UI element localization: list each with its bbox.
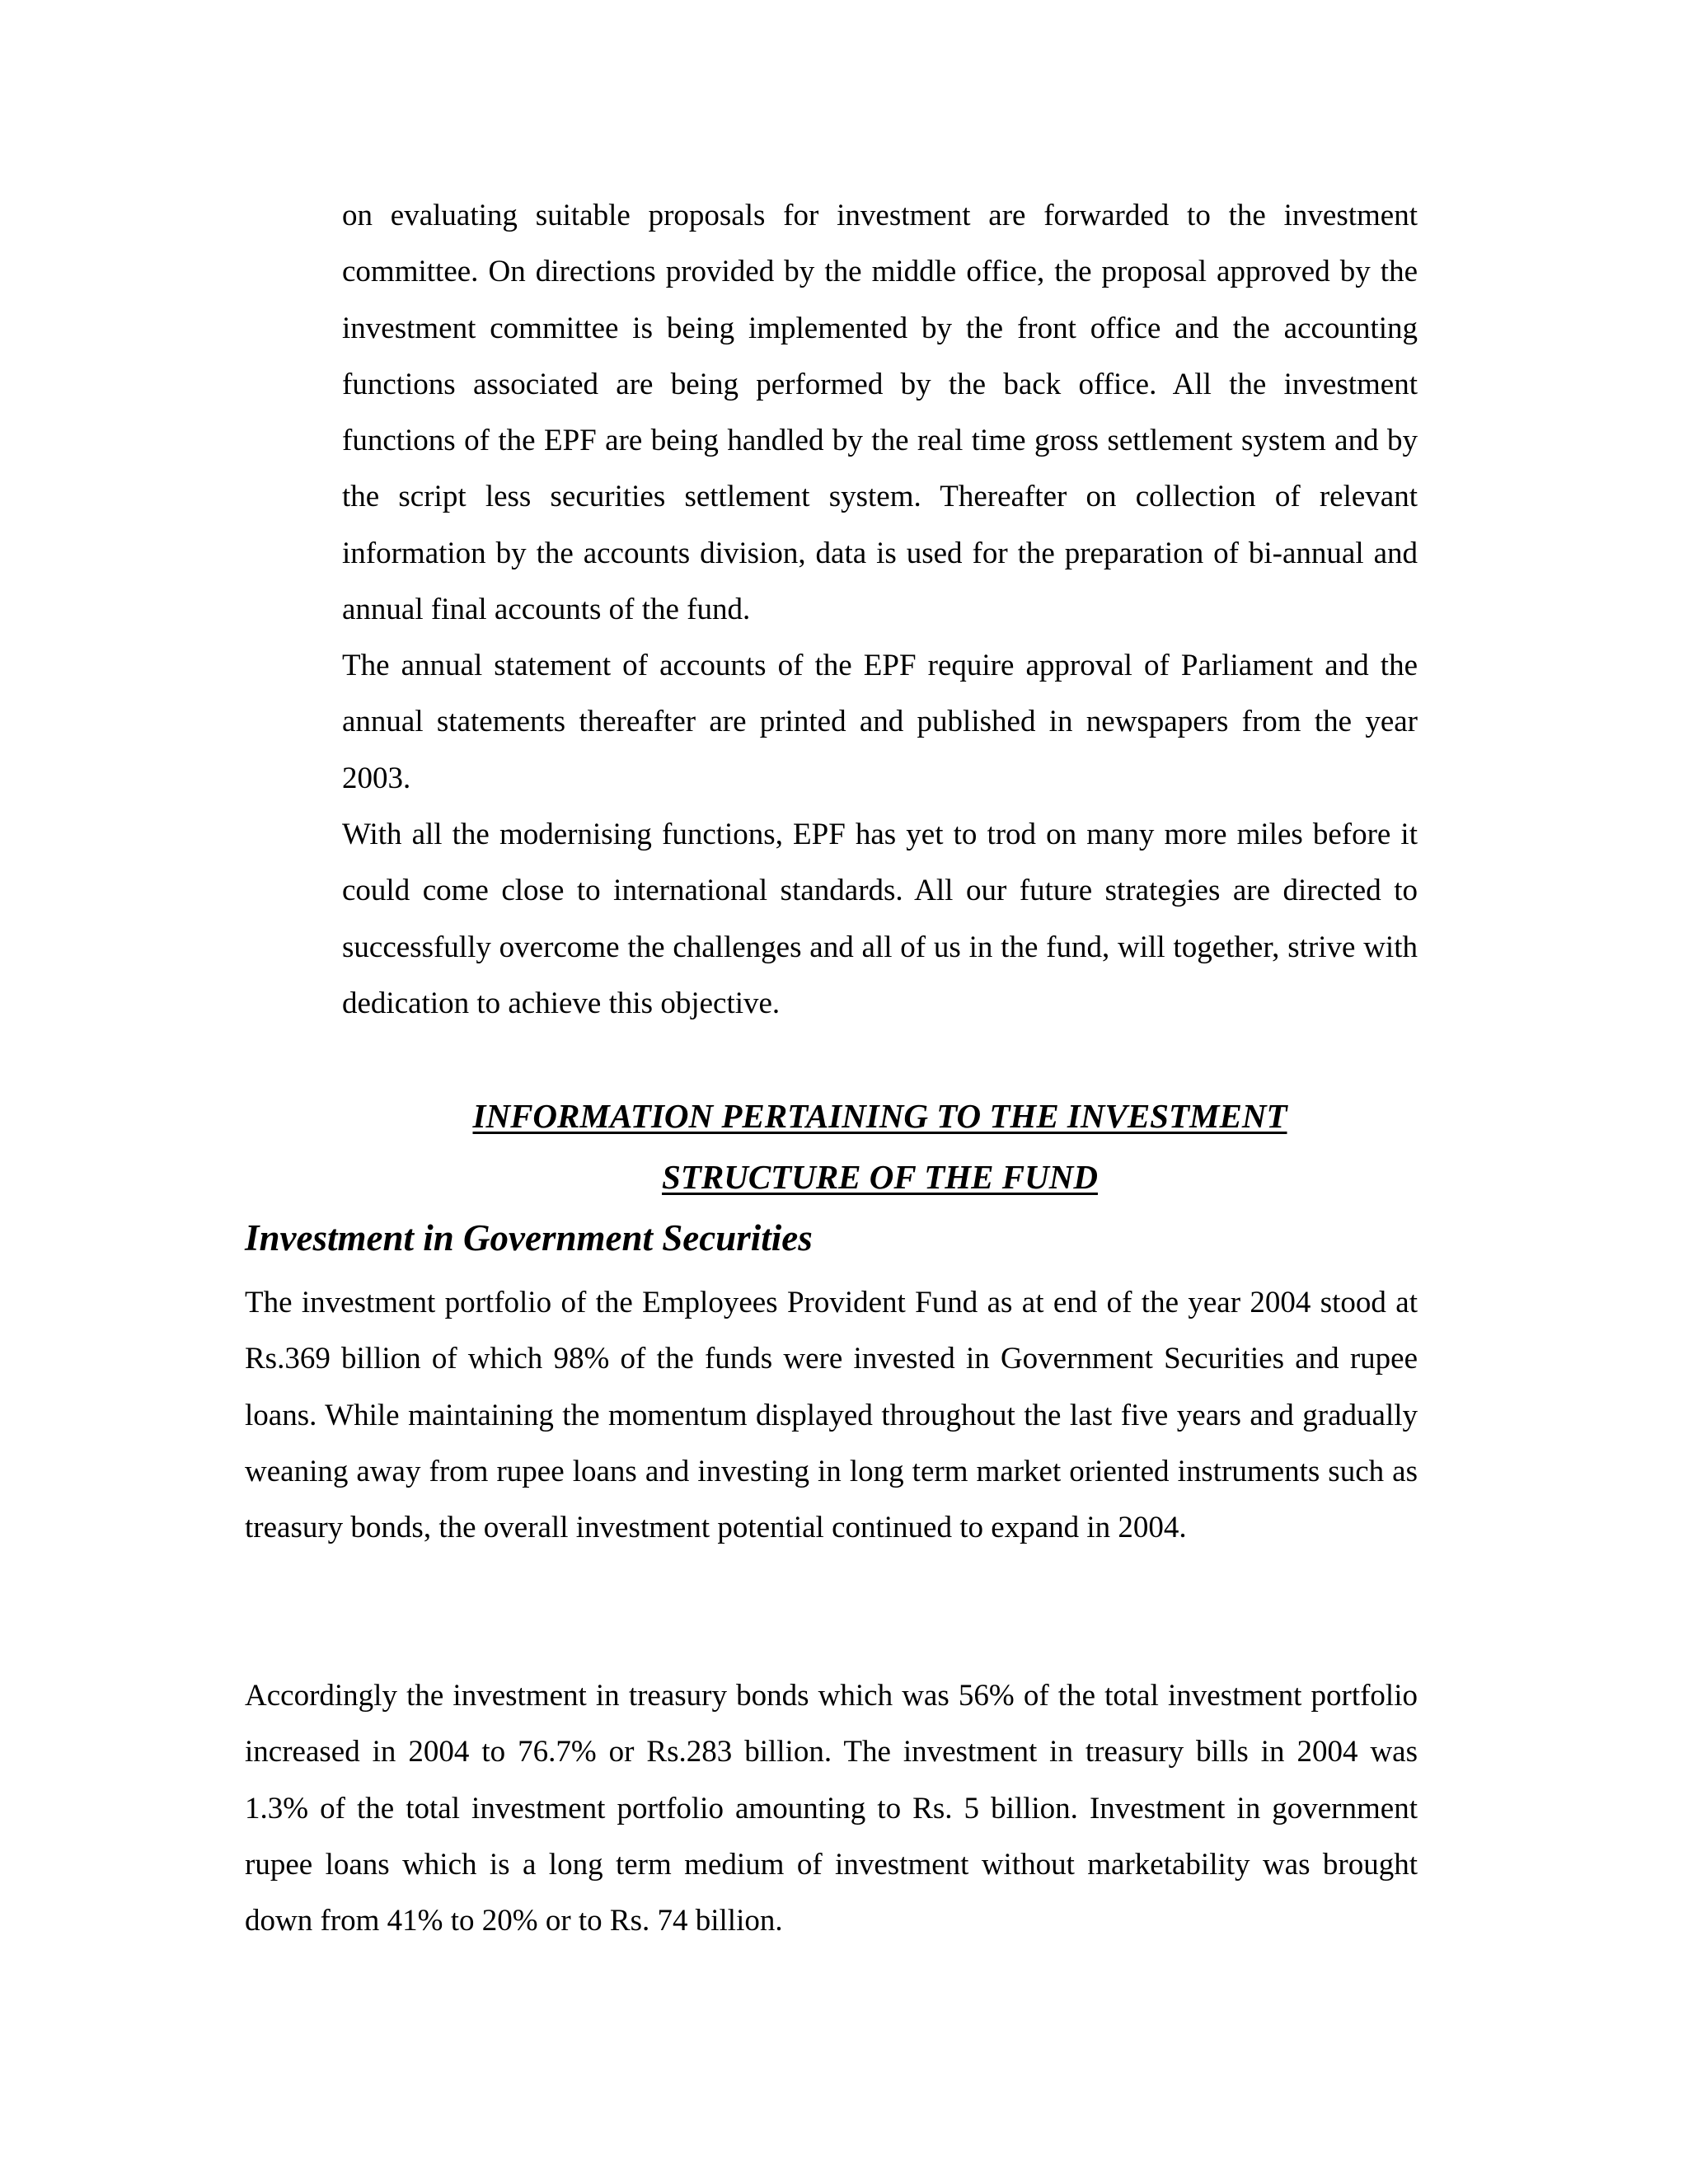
paragraph-investment-process: on evaluating suitable proposals for investment are forwarded to the investment committee. On directions provided by the middle office, the proposal approved by the investment committee is being implemented by the front office and the accounting functions associated are being performed by the back office. All the investment functions of the EPF are being handled by the real time gross settlement system and by the script less securities settlement system. Thereafter on collection of relevant information by the accounts division, data is used for the preparation of bi-annual and annual final accounts of the fund. <box>342 199 1418 627</box>
paragraph-future-strategies: With all the modernising functions, EPF has yet to trod on many more miles before it could come close to international standards. All our future strategies are directed to successfully overcome the challenges and all of us in the fund, will together, strive with dedication to achieve this objective. <box>342 818 1418 1020</box>
paragraph-treasury-investments: Accordingly the investment in treasury bonds which was 56% of the total investment portfolio increased in 2004 to 76.7% or Rs.283 billion. The investment in treasury bills in 2004 was 1.3% of the total investment portfolio amounting to Rs. 5 billion. Investment in government rupee loans which is a long term medium of investment without marketability was brought down from 41% to 20% or to Rs. 74 billion. <box>245 1679 1418 1938</box>
subheading-government-securities: Investment in Government Securities <box>245 1217 813 1258</box>
paragraph-investment-portfolio: The investment portfolio of the Employees Provident Fund as at end of the year 2004 stood at Rs.369 billion of which 98% of the funds were invested in Government Securities and rupee loans. While maintaining the momentum displayed throughout the last five years and gradually weaning away from rupee loans and investing in long term market oriented instruments such as treasury bonds, the overall investment potential continued to expand in 2004. <box>245 1286 1418 1545</box>
paragraph-annual-statements: The annual statement of accounts of the EPF require approval of Parliament and the annual statements thereafter are printed and published in newspapers from the year 2003. <box>342 649 1418 795</box>
section-heading-line-1: INFORMATION PERTAINING TO THE INVESTMENT <box>472 1097 1287 1135</box>
section-heading-line-2: STRUCTURE OF THE FUND <box>662 1158 1098 1196</box>
